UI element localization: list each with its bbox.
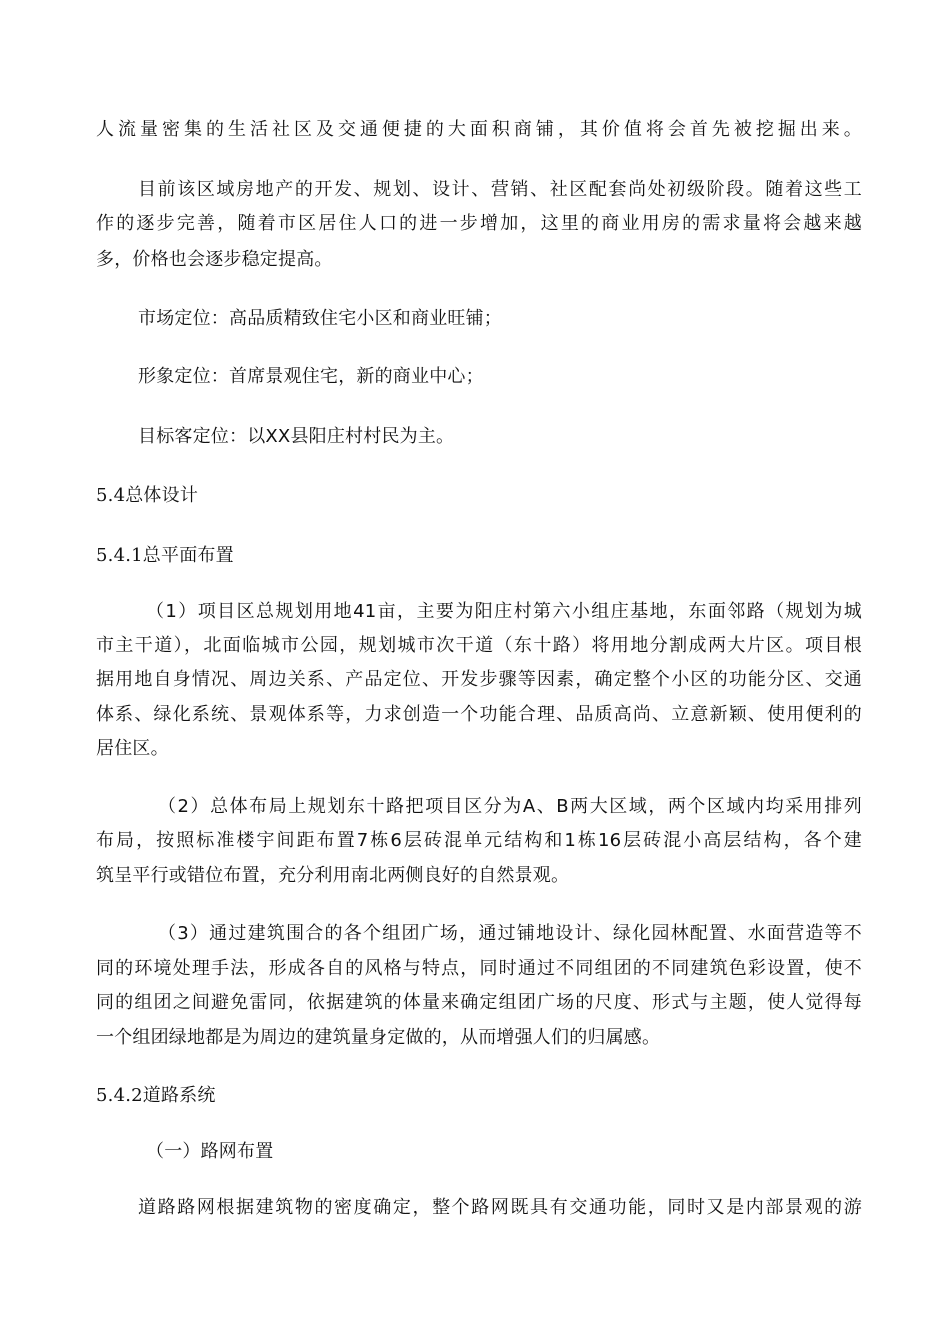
subsection-heading: 5.4.2道路系统 — [96, 1085, 216, 1106]
paragraph-line: 同的组团之间避免雷同，依据建筑的体量来确定组团广场的尺度、形式与主题，使人觉得每 — [96, 992, 862, 1013]
paragraph-line: 体系、绿化系统、景观体系等，力求创造一个功能合理、品质高尚、立意新颖、使用便利的 — [96, 704, 862, 725]
subsection-title: （一）路网布置 — [146, 1141, 274, 1162]
section-heading: 5.4总体设计 — [96, 485, 199, 506]
subsection-heading: 5.4.1总平面布置 — [96, 545, 234, 566]
paragraph-line: 居住区。 — [96, 738, 169, 759]
paragraph-line: 筑呈平行或错位布置，充分利用南北两侧良好的自然景观。 — [96, 865, 570, 886]
paragraph-line: 作的逐步完善，随着市区居住人口的进一步增加，这里的商业用房的需求量将会越来越 — [96, 213, 862, 234]
target-customer-positioning: 目标客定位：以XX县阳庄村村民为主。 — [138, 426, 455, 447]
paragraph-line: （2）总体布局上规划东十路把项目区分为A、B两大区域，两个区域内均采用排列 — [158, 796, 862, 817]
paragraph-line: 市主干道），北面临城市公园，规划城市次干道（东十路）将用地分割成两大片区。项目根 — [96, 635, 862, 656]
paragraph-line: 一个组团绿地都是为周边的建筑量身定做的，从而增强人们的归属感。 — [96, 1027, 661, 1048]
market-positioning: 市场定位：高品质精致住宅小区和商业旺铺； — [138, 308, 502, 329]
paragraph-line: 据用地自身情况、周边关系、产品定位、开发步骤等因素，确定整个小区的功能分区、交通 — [96, 669, 862, 690]
paragraph-line: 布局，按照标准楼宇间距布置7栋6层砖混单元结构和1栋16层砖混小高层结构，各个建 — [96, 830, 862, 851]
image-positioning: 形象定位：首席景观住宅，新的商业中心； — [138, 366, 484, 387]
paragraph-line: 目前该区域房地产的开发、规划、设计、营销、社区配套尚处初级阶段。随着这些工 — [138, 179, 862, 200]
paragraph-line: 道路路网根据建筑物的密度确定，整个路网既具有交通功能，同时又是内部景观的游 — [138, 1197, 862, 1218]
paragraph-line: （3）通过建筑围合的各个组团广场，通过铺地设计、绿化园林配置、水面营造等不 — [158, 923, 862, 944]
paragraph-line: 人流量密集的生活社区及交通便捷的大面积商铺，其价值将会首先被挖掘出来。 — [96, 119, 862, 140]
paragraph-line: （1）项目区总规划用地41亩，主要为阳庄村第六小组庄基地，东面邻路（规划为城 — [146, 601, 862, 622]
paragraph-line: 同的环境处理手法，形成各自的风格与特点，同时通过不同组团的不同建筑色彩设置，使不 — [96, 958, 862, 979]
paragraph-line: 多，价格也会逐步稳定提高。 — [96, 249, 333, 270]
